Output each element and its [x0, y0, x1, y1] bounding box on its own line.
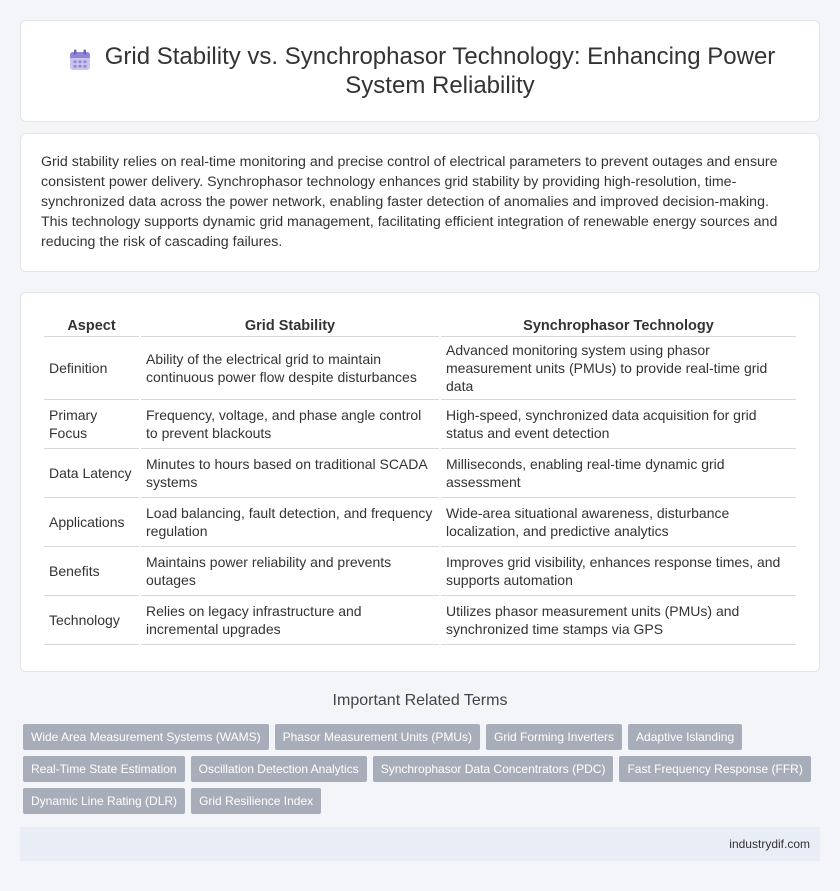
related-term-tag[interactable]: Grid Resilience Index [191, 788, 321, 814]
intro-card [20, 133, 820, 272]
row-synchrophasor: High-speed, synchronized data acquisition for grid status and event detection [441, 400, 796, 449]
intro-text: Grid stability relies on real-time monitoring and precise control of electrical parameters to prevent outages and ensure consistent power delivery. Synchrophasor technology enhances grid stability by providing high-resolution, time-synchronized data across the power network, enabling faster detection of anomalies and improved decision-making. This technology supports dynamic grid management, facilitating efficient integration of renewable energy sources and reducing the risk of cascading failures. [41, 154, 778, 250]
row-synchrophasor: Improves grid visibility, enhances response times, and supports automation [441, 547, 796, 596]
table-row [44, 498, 796, 547]
table-row [44, 596, 796, 645]
table-header-row [44, 313, 796, 337]
row-aspect: Applications [44, 498, 139, 547]
row-aspect: Definition [44, 337, 139, 400]
related-terms-list [23, 724, 813, 814]
related-term-tag[interactable]: Oscillation Detection Analytics [191, 756, 367, 782]
related-term-tag[interactable]: Grid Forming Inverters [486, 724, 622, 750]
table-row [44, 547, 796, 596]
related-term-tag[interactable]: Wide Area Measurement Systems (WAMS) [23, 724, 269, 750]
row-grid-stability: Load balancing, fault detection, and frequency regulation [141, 498, 439, 547]
table-row [44, 400, 796, 449]
comparison-card [20, 292, 820, 672]
row-grid-stability: Relies on legacy infrastructure and incremental upgrades [141, 596, 439, 645]
row-aspect: Primary Focus [44, 400, 139, 449]
comparison-table [42, 313, 798, 645]
row-grid-stability: Ability of the electrical grid to maintain continuous power flow despite disturbances [141, 337, 439, 400]
header-synchrophasor: Synchrophasor Technology [441, 313, 796, 337]
related-terms-title: Important Related Terms [332, 692, 508, 709]
related-term-tag[interactable]: Phasor Measurement Units (PMUs) [275, 724, 480, 750]
row-synchrophasor: Wide-area situational awareness, disturbance localization, and predictive analytics [441, 498, 796, 547]
row-grid-stability: Minutes to hours based on traditional SCADA systems [141, 449, 439, 498]
header-card [20, 20, 820, 122]
related-term-tag[interactable]: Real-Time State Estimation [23, 756, 185, 782]
table-row [44, 449, 796, 498]
row-grid-stability: Frequency, voltage, and phase angle control to prevent blackouts [141, 400, 439, 449]
header-grid-stability: Grid Stability [141, 313, 439, 337]
row-aspect: Data Latency [44, 449, 139, 498]
related-term-tag[interactable]: Fast Frequency Response (FFR) [619, 756, 810, 782]
footer [20, 827, 820, 861]
row-aspect: Benefits [44, 547, 139, 596]
table-row [44, 337, 796, 400]
row-synchrophasor: Milliseconds, enabling real-time dynamic grid assessment [441, 449, 796, 498]
footer-site-link[interactable]: industrydif.com [729, 837, 810, 851]
related-term-tag[interactable]: Adaptive Islanding [628, 724, 742, 750]
row-synchrophasor: Utilizes phasor measurement units (PMUs) and synchronized time stamps via GPS [441, 596, 796, 645]
row-aspect: Technology [44, 596, 139, 645]
page-title: Grid Stability vs. Synchrophasor Technology: Enhancing Power System Reliability [104, 43, 776, 99]
related-term-tag[interactable]: Synchrophasor Data Concentrators (PDC) [373, 756, 614, 782]
row-synchrophasor: Advanced monitoring system using phasor measurement units (PMUs) to provide real-time grid data [441, 337, 796, 400]
header-aspect: Aspect [44, 313, 139, 337]
row-grid-stability: Maintains power reliability and prevents outages [141, 547, 439, 596]
related-term-tag[interactable]: Dynamic Line Rating (DLR) [23, 788, 185, 814]
